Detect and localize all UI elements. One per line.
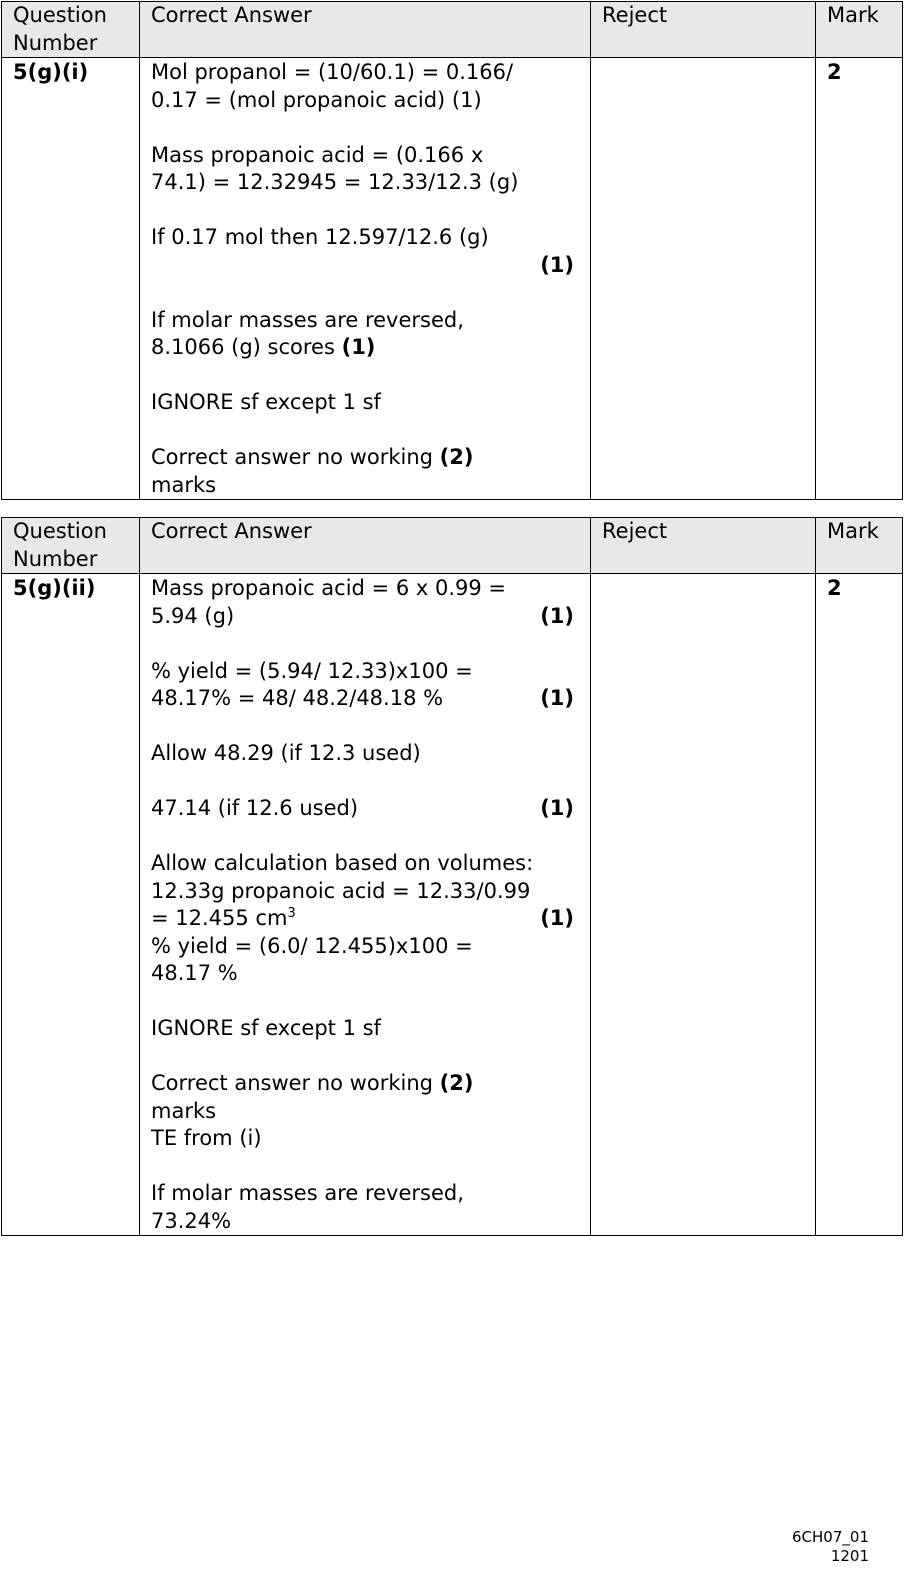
mark-allocation: (1)	[540, 603, 574, 628]
mark-allocation: (1)	[341, 335, 376, 359]
answer-line: If 0.17 mol then 12.597/12.6 (g)	[151, 225, 489, 249]
table-header-row	[2, 518, 903, 574]
answer-line: Mass propanoic acid = (0.166 x	[151, 142, 484, 167]
mark-allocation: (1)	[540, 906, 574, 930]
answer-line	[151, 1070, 574, 1098]
answer-line	[151, 685, 574, 713]
table-row	[2, 574, 903, 1236]
answer-line: % yield = (5.94/ 12.33)x100 =	[151, 658, 473, 683]
mark-allocation: (1)	[540, 796, 574, 820]
answer-line: Allow 48.29 (if 12.3 used)	[151, 741, 421, 765]
answer-line: Mass propanoic acid = 6 x 0.99 =	[151, 576, 507, 600]
correct-answer-cell	[140, 574, 591, 1236]
mark-allocation: (2)	[439, 1071, 474, 1095]
header-mark: Mark	[816, 518, 903, 574]
answer-text: Correct answer no working	[151, 1071, 440, 1095]
answer-text: = 12.455 cm	[151, 906, 288, 930]
answer-text: 47.14 (if 12.6 used)	[151, 796, 359, 820]
answer-text: 48.17% = 48/ 48.2/48.18 %	[151, 686, 444, 710]
answer-text: Correct answer no working	[151, 445, 440, 469]
answer-line: % yield = (6.0/ 12.455)x100 =	[151, 933, 473, 958]
answer-line	[151, 334, 574, 362]
mark-allocation: (2)	[439, 445, 474, 469]
page-number: 1201	[830, 1547, 869, 1565]
answer-line: marks	[151, 472, 217, 497]
mark-cell: 2	[816, 574, 903, 1236]
answer-line: Mol propanol = (10/60.1) = 0.166/	[151, 60, 514, 84]
answer-line: IGNORE sf except 1 sf	[151, 390, 381, 414]
header-question-number: Question Number	[2, 2, 140, 58]
answer-line	[151, 603, 574, 631]
header-question-number: Question Number	[2, 518, 140, 574]
answer-line: If molar masses are reversed,	[151, 1181, 464, 1205]
answer-line: marks	[151, 1098, 217, 1123]
mark-scheme-table-5gi	[1, 1, 903, 500]
answer-line: TE from (i)	[151, 1126, 262, 1150]
header-correct-answer: Correct Answer	[140, 518, 591, 574]
answer-line	[151, 795, 574, 823]
answer-line	[151, 444, 574, 472]
answer-line: 74.1) = 12.32945 = 12.33/12.3 (g)	[151, 170, 519, 194]
answer-line	[151, 905, 574, 933]
answer-line: 12.33g propanoic acid = 12.33/0.99	[151, 878, 531, 903]
reject-cell	[591, 58, 816, 500]
header-mark: Mark	[816, 2, 903, 58]
header-reject: Reject	[591, 2, 816, 58]
answer-text: 8.1066 (g) scores	[151, 335, 342, 359]
correct-answer-cell	[140, 58, 591, 500]
header-correct-answer: Correct Answer	[140, 2, 591, 58]
header-reject: Reject	[591, 518, 816, 574]
mark-cell: 2	[816, 58, 903, 500]
answer-text: 5.94 (g)	[151, 603, 235, 628]
table-header-row	[2, 2, 903, 58]
answer-line: 73.24%	[151, 1208, 232, 1233]
reject-cell	[591, 574, 816, 1236]
question-number: 5(g)(ii)	[2, 574, 140, 1236]
paper-code: 6CH07_01	[792, 1528, 869, 1546]
mark-allocation: (1)	[540, 686, 574, 710]
answer-line: 0.17 = (mol propanoic acid) (1)	[151, 87, 482, 112]
table-row	[2, 58, 903, 500]
answer-line: If molar masses are reversed,	[151, 307, 464, 332]
answer-line: 48.17 %	[151, 961, 238, 985]
page-footer	[792, 1528, 869, 1566]
question-number: 5(g)(i)	[2, 58, 140, 500]
mark-scheme-table-5gii	[1, 517, 903, 1236]
answer-line: IGNORE sf except 1 sf	[151, 1016, 381, 1040]
answer-line: Allow calculation based on volumes:	[151, 851, 534, 875]
mark-allocation: (1)	[540, 252, 574, 277]
superscript: 3	[287, 906, 296, 921]
